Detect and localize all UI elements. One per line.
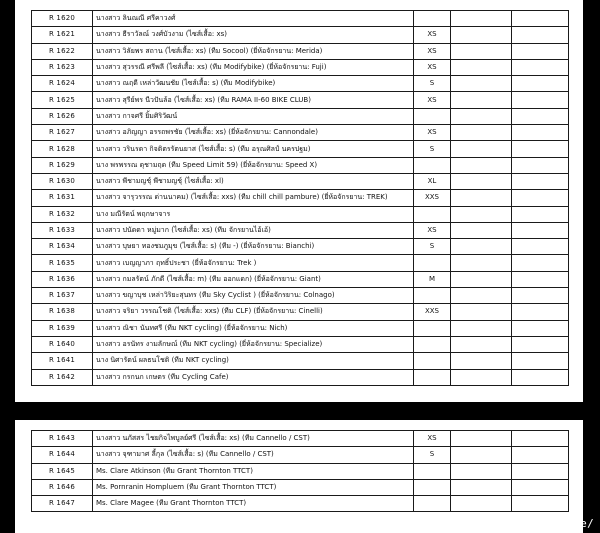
registration-code: R 1627	[32, 125, 93, 141]
blank-cell	[512, 76, 569, 92]
blank-cell	[451, 336, 512, 352]
registration-code: R 1642	[32, 369, 93, 385]
participant-details: นางสาว ณฤดี เหล่าวัฒนชัย (ไซส์เสื้อ: s) (ทีม Modifybike)	[93, 76, 414, 92]
participant-details: นางสาว วรินรดา กิจติตรรัตนยาส (ไซส์เสื้อ: s) (ทีม อรุณศิลป์ นครปฐม)	[93, 141, 414, 157]
shirt-size	[414, 288, 451, 304]
blank-cell	[451, 320, 512, 336]
blank-cell	[512, 125, 569, 141]
blank-cell	[451, 43, 512, 59]
blank-cell	[451, 288, 512, 304]
shirt-size	[414, 336, 451, 352]
blank-cell	[451, 108, 512, 124]
registration-table-2	[31, 430, 569, 512]
blank-cell	[451, 304, 512, 320]
blank-cell	[451, 447, 512, 463]
blank-cell	[451, 92, 512, 108]
table-row	[32, 369, 569, 385]
table-row	[32, 173, 569, 189]
registration-code: R 1640	[32, 336, 93, 352]
shirt-size	[414, 206, 451, 222]
shirt-size: XXS	[414, 190, 451, 206]
table-row	[32, 320, 569, 336]
blank-cell	[512, 11, 569, 27]
blank-cell	[451, 141, 512, 157]
registration-code: R 1631	[32, 190, 93, 206]
shirt-size: XXS	[414, 304, 451, 320]
blank-cell	[451, 190, 512, 206]
participant-details: นางสาว ธีราวัลณ์ วงศ์บัวงาม (ไซส์เสื้อ: xs)	[93, 27, 414, 43]
table-row	[32, 304, 569, 320]
shirt-size: S	[414, 141, 451, 157]
table-row	[32, 92, 569, 108]
shirt-size	[414, 157, 451, 173]
blank-cell	[512, 496, 569, 512]
participant-details: นาง มณีรัตน์ พฤกษาจาร	[93, 206, 414, 222]
blank-cell	[512, 59, 569, 75]
participant-details: นางสาว พีชามญชุ์ พีชามญชุ์ (ไซส์เสื้อ: xl)	[93, 173, 414, 189]
registration-code: R 1646	[32, 479, 93, 495]
table-row	[32, 336, 569, 352]
blank-cell	[451, 255, 512, 271]
registration-code: R 1645	[32, 463, 93, 479]
participant-details: Ms. Clare Magee (ทีม Grant Thornton TTCT)	[93, 496, 414, 512]
shirt-size	[414, 479, 451, 495]
shirt-size: XS	[414, 125, 451, 141]
participant-details: Ms. Pornranin Hompluem (ทีม Grant Thornton TTCT)	[93, 479, 414, 495]
registration-code: R 1632	[32, 206, 93, 222]
participant-details: นางสาว กาจศรี ยิ้มศิริวัฒน์	[93, 108, 414, 124]
registration-code: R 1644	[32, 447, 93, 463]
registration-code: R 1643	[32, 431, 93, 447]
table-row	[32, 59, 569, 75]
participant-details: นางสาว วิลัยพร สถาน (ไซส์เสื้อ: xs) (ทีม Socool) (ยี่ห้อจักรยาน: Merida)	[93, 43, 414, 59]
table-row	[32, 353, 569, 369]
blank-cell	[451, 463, 512, 479]
shirt-size: XS	[414, 222, 451, 238]
table-row	[32, 463, 569, 479]
participant-details: นางสาว จุฑามาศ ลี้กุล (ไซส์เสื้อ: s) (ทีม Cannello / CST)	[93, 447, 414, 463]
blank-cell	[512, 369, 569, 385]
blank-cell	[512, 336, 569, 352]
registration-code: R 1621	[32, 27, 93, 43]
blank-cell	[451, 206, 512, 222]
registration-code: R 1625	[32, 92, 93, 108]
participant-details: นางสาว ขญาบุช เหล่าวิริยะสุนทร (ทีม Sky Cyclist ) (ยี่ห้อจักรยาน: Colnago)	[93, 288, 414, 304]
table-row	[32, 27, 569, 43]
blank-cell	[512, 27, 569, 43]
blank-cell	[512, 255, 569, 271]
registration-code: R 1624	[32, 76, 93, 92]
participant-details: นาง พรพรรณ ดุชามฤด (ทีม Speed Limit 59) (ยี่ห้อจักรยาน: Speed X)	[93, 157, 414, 173]
participant-details: นางสาว จารุวรรณ ด่านนาคม) (ไซส์เสื้อ: xxs) (ทีม chill chill pambure) (ยี่ห้อจักรยาน: TREK)	[93, 190, 414, 206]
blank-cell	[512, 141, 569, 157]
blank-cell	[451, 125, 512, 141]
registration-code: R 1647	[32, 496, 93, 512]
table-row	[32, 43, 569, 59]
registration-code: R 1620	[32, 11, 93, 27]
participant-details: นางสาว เบญญาภา ฤทธิ์ประชา (ยี่ห้อจักรยาน: Trek )	[93, 255, 414, 271]
participant-details: นางสาว ปนัดดา หมู่มาก (ไซส์เสื้อ: xs) (ทีม จักรยานไอ้เอ้)	[93, 222, 414, 238]
registration-code: R 1633	[32, 222, 93, 238]
shirt-size	[414, 11, 451, 27]
blank-cell	[451, 353, 512, 369]
registration-code: R 1626	[32, 108, 93, 124]
blank-cell	[451, 222, 512, 238]
blank-cell	[512, 271, 569, 287]
table-row	[32, 479, 569, 495]
table-row	[32, 76, 569, 92]
shirt-size	[414, 255, 451, 271]
participant-details: นาง นิศารัตน์ ผลธนโชติ (ทีม NKT cycling)	[93, 353, 414, 369]
participant-details: นางสาว สุวรรณี ศรีพลี (ไซส์เสื้อ: xs) (ทีม Modifybike) (ยี่ห้อจักรยาน: Fuji)	[93, 59, 414, 75]
registration-code: R 1638	[32, 304, 93, 320]
shirt-size: S	[414, 447, 451, 463]
blank-cell	[512, 447, 569, 463]
table-row	[32, 206, 569, 222]
registration-code: R 1639	[32, 320, 93, 336]
blank-cell	[512, 288, 569, 304]
participant-details: นางสาว กมลรัตน์ ภักดี (ไซส์เสื้อ: m) (ทีม ออกแดก) (ยี่ห้อจักรยาน: Giant)	[93, 271, 414, 287]
blank-cell	[512, 190, 569, 206]
participant-details: นางสาว อภิญญา อรรถพรชัย (ไซส์เสื้อ: xs) (ยี่ห้อจักรยาน: Cannondale)	[93, 125, 414, 141]
blank-cell	[451, 157, 512, 173]
blank-cell	[451, 59, 512, 75]
participant-details: นางสาว กรกนก เกษตร (ทีม Cycling Cafe)	[93, 369, 414, 385]
registration-code: R 1635	[32, 255, 93, 271]
blank-cell	[512, 222, 569, 238]
participant-details: นางสาว นภัสสร ไชยกิจไพบูลย์ศรี (ไซส์เสื้อ: xs) (ทีม Cannello / CST)	[93, 431, 414, 447]
participant-details: นางสาว สุรีย์พร นีวปันล้อ (ไซส์เสื้อ: xs) (ทีม RAMA II-60 BIKE CLUB)	[93, 92, 414, 108]
table-row	[32, 125, 569, 141]
shirt-size	[414, 353, 451, 369]
blank-cell	[451, 76, 512, 92]
table-row	[32, 11, 569, 27]
registration-code: R 1629	[32, 157, 93, 173]
blank-cell	[512, 320, 569, 336]
shirt-size: XS	[414, 27, 451, 43]
blank-cell	[451, 369, 512, 385]
shirt-size	[414, 496, 451, 512]
blank-cell	[451, 11, 512, 27]
shirt-size: M	[414, 271, 451, 287]
participant-details: Ms. Clare Atkinson (ทีม Grant Thornton TTCT)	[93, 463, 414, 479]
blank-cell	[512, 206, 569, 222]
table-row	[32, 190, 569, 206]
participant-details: นางสาว จริยา วรรณโชติ (ไซส์เสื้อ: xxs) (ทีม CLF) (ยี่ห้อจักรยาน: Cinelli)	[93, 304, 414, 320]
blank-cell	[512, 92, 569, 108]
blank-cell	[512, 479, 569, 495]
blank-cell	[451, 27, 512, 43]
shirt-size	[414, 369, 451, 385]
blank-cell	[512, 108, 569, 124]
table-row	[32, 431, 569, 447]
blank-cell	[512, 43, 569, 59]
table-row	[32, 222, 569, 238]
participant-details: นางสาว อรนัทร งามลักษณ์ (ทีม NKT cycling) (ยี่ห้อจักรยาน: Specialize)	[93, 336, 414, 352]
shirt-size: XL	[414, 173, 451, 189]
registration-table-1	[31, 10, 569, 386]
shirt-size	[414, 108, 451, 124]
shirt-size: XS	[414, 59, 451, 75]
blank-cell	[451, 271, 512, 287]
blank-cell	[451, 431, 512, 447]
blank-cell	[512, 173, 569, 189]
image-source-caption: [1080x927] https://upic.me/	[407, 517, 594, 530]
participant-details: นางสาว ณิชา นันทศรี (ทีม NKT cycling) (ยี่ห้อจักรยาน: Nich)	[93, 320, 414, 336]
table-row	[32, 108, 569, 124]
blank-cell	[512, 463, 569, 479]
table-row	[32, 447, 569, 463]
blank-cell	[512, 353, 569, 369]
blank-cell	[451, 496, 512, 512]
blank-cell	[512, 431, 569, 447]
participant-details: นางสาว ลินณณี ศรีคาวงศ์	[93, 11, 414, 27]
registration-code: R 1623	[32, 59, 93, 75]
blank-cell	[512, 157, 569, 173]
registration-code: R 1630	[32, 173, 93, 189]
blank-cell	[451, 479, 512, 495]
shirt-size	[414, 320, 451, 336]
blank-cell	[512, 304, 569, 320]
shirt-size	[414, 463, 451, 479]
table-row	[32, 157, 569, 173]
registration-code: R 1636	[32, 271, 93, 287]
shirt-size: XS	[414, 431, 451, 447]
participant-details: นางสาว บุษยา ทองชมภูมุข (ไซส์เสื้อ: s) (ทีม -) (ยี่ห้อจักรยาน: Bianchi)	[93, 239, 414, 255]
shirt-size: XS	[414, 92, 451, 108]
blank-cell	[451, 173, 512, 189]
table-row	[32, 255, 569, 271]
table-row	[32, 496, 569, 512]
table-row	[32, 141, 569, 157]
registration-code: R 1628	[32, 141, 93, 157]
blank-cell	[451, 239, 512, 255]
registration-code: R 1634	[32, 239, 93, 255]
shirt-size: S	[414, 76, 451, 92]
blank-cell	[512, 239, 569, 255]
document-page-1	[15, 0, 583, 402]
shirt-size: XS	[414, 43, 451, 59]
registration-code: R 1637	[32, 288, 93, 304]
table-row	[32, 271, 569, 287]
registration-code: R 1622	[32, 43, 93, 59]
shirt-size: S	[414, 239, 451, 255]
table-row	[32, 288, 569, 304]
table-row	[32, 239, 569, 255]
registration-code: R 1641	[32, 353, 93, 369]
